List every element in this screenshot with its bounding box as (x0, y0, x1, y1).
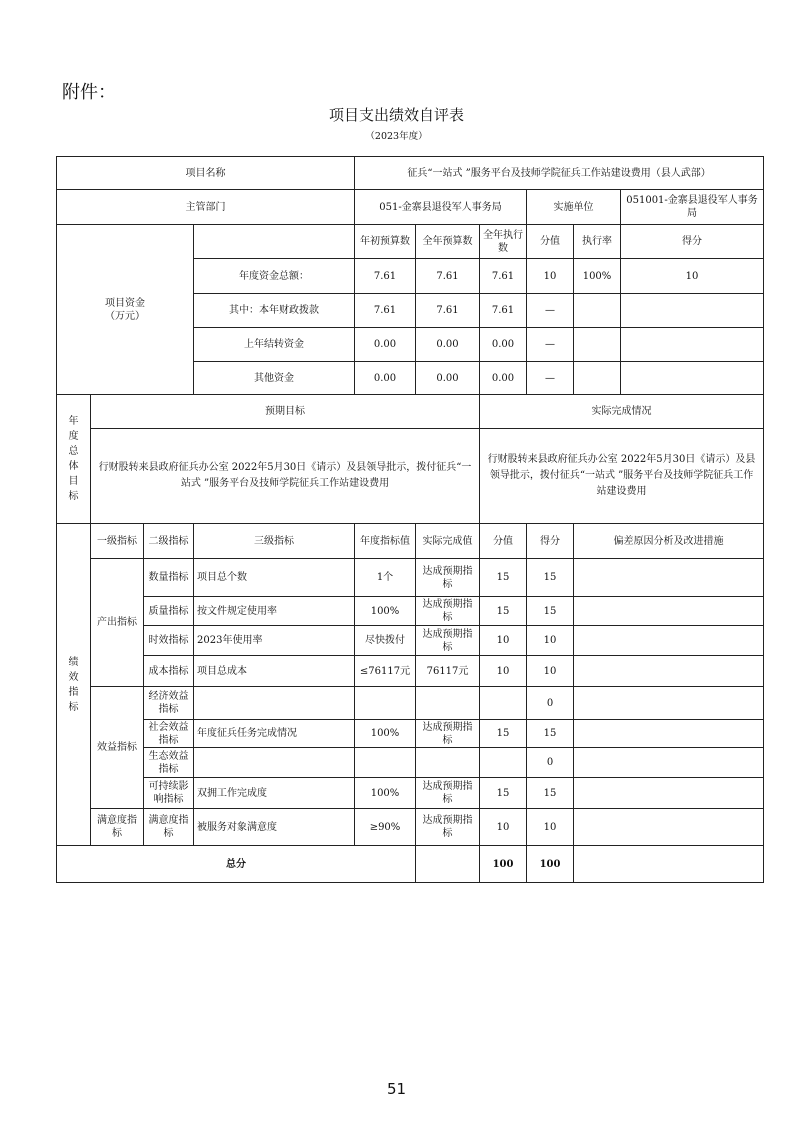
indicator-note (574, 720, 764, 748)
goals-header-row (57, 395, 764, 429)
goals-actual-header: 实际完成情况 (480, 395, 764, 429)
indicator-target: 尽快拨付 (355, 626, 416, 656)
indicator-score: 15 (480, 778, 527, 809)
funds-header-rate: 执行率 (574, 225, 621, 259)
goals-label: 年 度 总 体 目 标 (57, 395, 91, 524)
header-score: 分值 (480, 524, 527, 559)
indicator-note (574, 559, 764, 597)
total-got: 100 (527, 846, 574, 883)
indicator-row (57, 597, 764, 626)
indicator-got: 10 (527, 656, 574, 687)
indicator-target (355, 687, 416, 720)
funds-row-got (621, 294, 764, 328)
indicator-level2: 可持续影响指标 (144, 778, 194, 809)
indicator-row (57, 687, 764, 720)
department-row (57, 190, 764, 225)
indicator-level2: 经济效益指标 (144, 687, 194, 720)
indicator-row (57, 720, 764, 748)
funds-row-name: 上年结转资金 (194, 328, 355, 362)
indicator-target: 100% (355, 597, 416, 626)
indicator-target: 1个 (355, 559, 416, 597)
indicator-actual: 达成预期指标 (416, 720, 480, 748)
indicator-row (57, 809, 764, 846)
indicator-actual: 76117元 (416, 656, 480, 687)
indicator-score (480, 687, 527, 720)
funds-row-initial: 0.00 (355, 362, 416, 395)
indicator-note (574, 626, 764, 656)
indicator-actual (416, 687, 480, 720)
funds-row-initial: 0.00 (355, 328, 416, 362)
header-level2: 二级指标 (144, 524, 194, 559)
header-note: 偏差原因分析及改进措施 (574, 524, 764, 559)
indicator-note (574, 809, 764, 846)
indicator-got: 15 (527, 778, 574, 809)
indicators-label: 绩 效 指 标 (57, 524, 91, 846)
goals-actual-text: 行财股转来县政府征兵办公室 2022年5月30日《请示）及县领导批示，拨付征兵“一站式 ”服务平台及技师学院征兵工作站建设费用 (480, 429, 764, 524)
funds-row-name: 其中：本年财政拨款 (194, 294, 355, 328)
indicator-level3: 项目总成本 (194, 656, 355, 687)
indicator-note (574, 778, 764, 809)
indicator-level2: 质量指标 (144, 597, 194, 626)
indicator-level3 (194, 748, 355, 778)
indicator-target: 100% (355, 778, 416, 809)
indicator-level3 (194, 687, 355, 720)
indicator-note (574, 687, 764, 720)
funds-row-annual: 7.61 (416, 259, 480, 294)
self-evaluation-table (56, 156, 764, 883)
indicator-actual: 达成预期指标 (416, 626, 480, 656)
indicator-row (57, 778, 764, 809)
funds-header-annual: 全年预算数 (416, 225, 480, 259)
indicator-target (355, 748, 416, 778)
indicator-got: 10 (527, 809, 574, 846)
funds-row-initial: 7.61 (355, 259, 416, 294)
funds-label: 项目资金 （万元） (57, 225, 194, 395)
total-note (574, 846, 764, 883)
indicator-score: 15 (480, 597, 527, 626)
funds-header-executed: 全年执行数 (480, 225, 527, 259)
indicator-got: 15 (527, 597, 574, 626)
funds-row-got: 10 (621, 259, 764, 294)
indicator-actual: 达成预期指标 (416, 778, 480, 809)
page-title: 项目支出绩效自评表 (328, 106, 464, 124)
indicators-header-row (57, 524, 764, 559)
indicator-got: 15 (527, 559, 574, 597)
group-effect: 效益指标 (91, 687, 144, 809)
indicator-level3: 项目总个数 (194, 559, 355, 597)
funds-row-score: — (527, 328, 574, 362)
indicator-level3: 年度征兵任务完成情况 (194, 720, 355, 748)
indicator-level3: 被服务对象满意度 (194, 809, 355, 846)
funds-row-score: — (527, 294, 574, 328)
funds-row-rate (574, 294, 621, 328)
indicator-score (480, 748, 527, 778)
funds-row-rate (574, 328, 621, 362)
total-blank (416, 846, 480, 883)
indicator-score: 10 (480, 656, 527, 687)
attachment-label: 附件： (62, 82, 116, 103)
funds-row-got (621, 328, 764, 362)
funds-row-executed: 0.00 (480, 328, 527, 362)
indicator-row (57, 559, 764, 597)
funds-header-initial: 年初预算数 (355, 225, 416, 259)
funds-row-got (621, 362, 764, 395)
indicator-got: 0 (527, 687, 574, 720)
group-satisfaction: 满意度指标 (91, 809, 144, 846)
indicator-actual: 达成预期指标 (416, 559, 480, 597)
indicator-target: ≤76117元 (355, 656, 416, 687)
funds-header-got: 得分 (621, 225, 764, 259)
indicator-level2: 满意度指标 (144, 809, 194, 846)
indicator-level2: 数量指标 (144, 559, 194, 597)
funds-row-annual: 0.00 (416, 328, 480, 362)
indicator-level2: 生态效益指标 (144, 748, 194, 778)
project-name-row (57, 157, 764, 190)
indicator-level2: 成本指标 (144, 656, 194, 687)
goals-expected-text: 行财股转来县政府征兵办公室 2022年5月30日《请示）及县领导批示，拨付征兵“一站式 ”服务平台及技师学院征兵工作站建设费用 (91, 429, 480, 524)
funds-row-executed: 7.61 (480, 259, 527, 294)
total-score: 100 (480, 846, 527, 883)
funds-header-row (57, 225, 764, 259)
indicator-target: ≥90% (355, 809, 416, 846)
implementing-unit-label: 实施单位 (527, 190, 621, 225)
indicator-actual: 达成预期指标 (416, 597, 480, 626)
indicator-got: 0 (527, 748, 574, 778)
header-target: 年度指标值 (355, 524, 416, 559)
indicator-note (574, 748, 764, 778)
funds-row-executed: 7.61 (480, 294, 527, 328)
indicator-actual (416, 748, 480, 778)
indicator-row (57, 656, 764, 687)
funds-row-rate (574, 362, 621, 395)
implementing-unit-value: 051001-金寨县退役军人事务局 (621, 190, 764, 225)
indicator-got: 15 (527, 720, 574, 748)
indicator-row (57, 626, 764, 656)
header-level1: 一级指标 (91, 524, 144, 559)
header-got: 得分 (527, 524, 574, 559)
indicator-note (574, 597, 764, 626)
funds-header-blank (194, 225, 355, 259)
indicator-level3: 2023年使用率 (194, 626, 355, 656)
funds-row-annual: 0.00 (416, 362, 480, 395)
indicator-score: 10 (480, 626, 527, 656)
funds-row-executed: 0.00 (480, 362, 527, 395)
indicator-note (574, 656, 764, 687)
indicator-level2: 社会效益指标 (144, 720, 194, 748)
project-name-label: 项目名称 (57, 157, 355, 190)
indicator-target: 100% (355, 720, 416, 748)
indicator-score: 10 (480, 809, 527, 846)
funds-row-score: 10 (527, 259, 574, 294)
funds-row-name: 其他资金 (194, 362, 355, 395)
indicator-row (57, 748, 764, 778)
indicator-level3: 按文件规定使用率 (194, 597, 355, 626)
project-name-value: 征兵“一站式 ”服务平台及技师学院征兵工作站建设费用（县人武部） (355, 157, 764, 190)
page-number: 51 (386, 1080, 407, 1098)
funds-header-score: 分值 (527, 225, 574, 259)
department-label: 主管部门 (57, 190, 355, 225)
indicator-score: 15 (480, 720, 527, 748)
indicator-score: 15 (480, 559, 527, 597)
department-value: 051-金寨县退役军人事务局 (355, 190, 527, 225)
goals-content-row (57, 429, 764, 524)
header-level3: 三级指标 (194, 524, 355, 559)
total-row (57, 846, 764, 883)
indicator-level2: 时效指标 (144, 626, 194, 656)
indicator-actual: 达成预期指标 (416, 809, 480, 846)
indicator-level3: 双拥工作完成度 (194, 778, 355, 809)
funds-row-name: 年度资金总额： (194, 259, 355, 294)
total-label: 总分 (57, 846, 416, 883)
goals-expected-header: 预期目标 (91, 395, 480, 429)
funds-row-annual: 7.61 (416, 294, 480, 328)
funds-row-rate: 100% (574, 259, 621, 294)
group-output: 产出指标 (91, 559, 144, 687)
funds-row-score: — (527, 362, 574, 395)
funds-row-initial: 7.61 (355, 294, 416, 328)
indicator-got: 10 (527, 626, 574, 656)
page-subtitle: （2023年度） (365, 131, 428, 142)
header-actual: 实际完成值 (416, 524, 480, 559)
